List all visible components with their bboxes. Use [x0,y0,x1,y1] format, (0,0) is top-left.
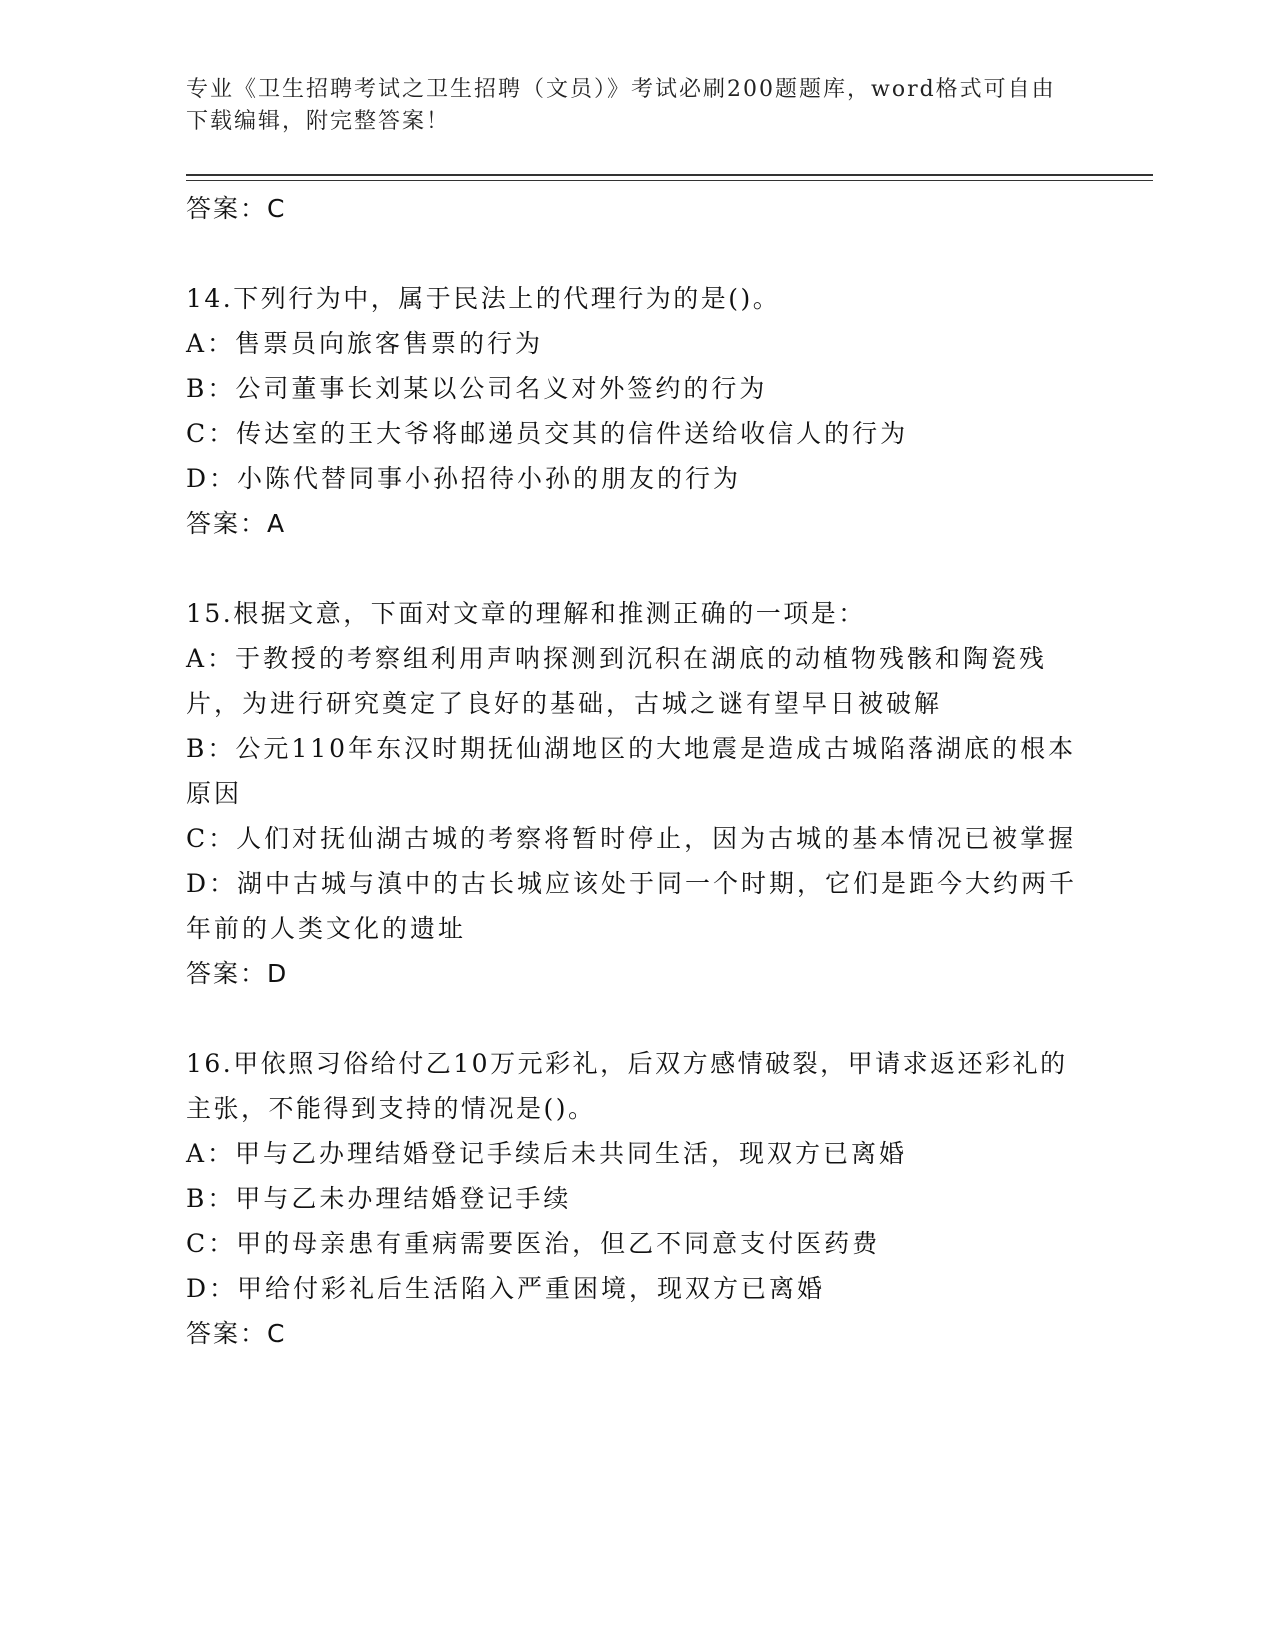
option-b: B：甲与乙未办理结婚登记手续 [186,1184,572,1213]
option-a: A：售票员向旅客售票的行为 [186,329,544,358]
option-a: A：甲与乙办理结婚登记手续后未共同生活，现双方已离婚 [186,1139,908,1168]
previous-answer: 答案：C [186,194,287,223]
page-header-text: 专业《卫生招聘考试之卫生招聘（文员）》考试必刷200题题库，word格式可自由下载编辑，附完整答案！ [186,77,1056,134]
question-text: 16.甲依照习俗给付乙10万元彩礼，后双方感情破裂，甲请求返还彩礼的主张，不能得到支持的情况是()。 [186,1049,1068,1123]
question-14 [186,276,1086,547]
question-answer: 答案：D [186,959,289,988]
option-c: C：甲的母亲患有重病需要医治，但乙不同意支付医药费 [186,1229,881,1258]
question-16 [186,1041,1086,1357]
option-c: C：传达室的王大爷将邮递员交其的信件送给收信人的行为 [186,419,909,448]
option-a: A：于教授的考察组利用声呐探测到沉积在湖底的动植物残骸和陶瓷残片，为进行研究奠定了良好的基础，古城之谜有望早日被破解 [186,644,1048,718]
document-body [186,186,1086,1357]
question-answer: 答案：C [186,1319,287,1348]
question-15 [186,591,1086,997]
question-text: 15.根据文意，下面对文章的理解和推测正确的一项是： [186,599,866,628]
option-c: C：人们对抚仙湖古城的考察将暂时停止，因为古城的基本情况已被掌握 [186,824,1077,853]
option-d: D：小陈代替同事小孙招待小孙的朋友的行为 [186,464,742,493]
question-text: 14.下列行为中，属于民法上的代理行为的是()。 [186,284,781,313]
option-d: D：甲给付彩礼后生活陷入严重困境，现双方已离婚 [186,1274,826,1303]
question-answer: 答案：A [186,509,287,538]
option-b: B：公司董事长刘某以公司名义对外签约的行为 [186,374,768,403]
header-rule-thin [186,180,1153,181]
option-b: B：公元110年东汉时期抚仙湖地区的大地震是造成古城陷落湖底的根本原因 [186,734,1077,808]
header-rule-thick [186,174,1153,176]
option-d: D：湖中古城与滇中的古长城应该处于同一个时期，它们是距今大约两千年前的人类文化的遗址 [186,869,1078,943]
